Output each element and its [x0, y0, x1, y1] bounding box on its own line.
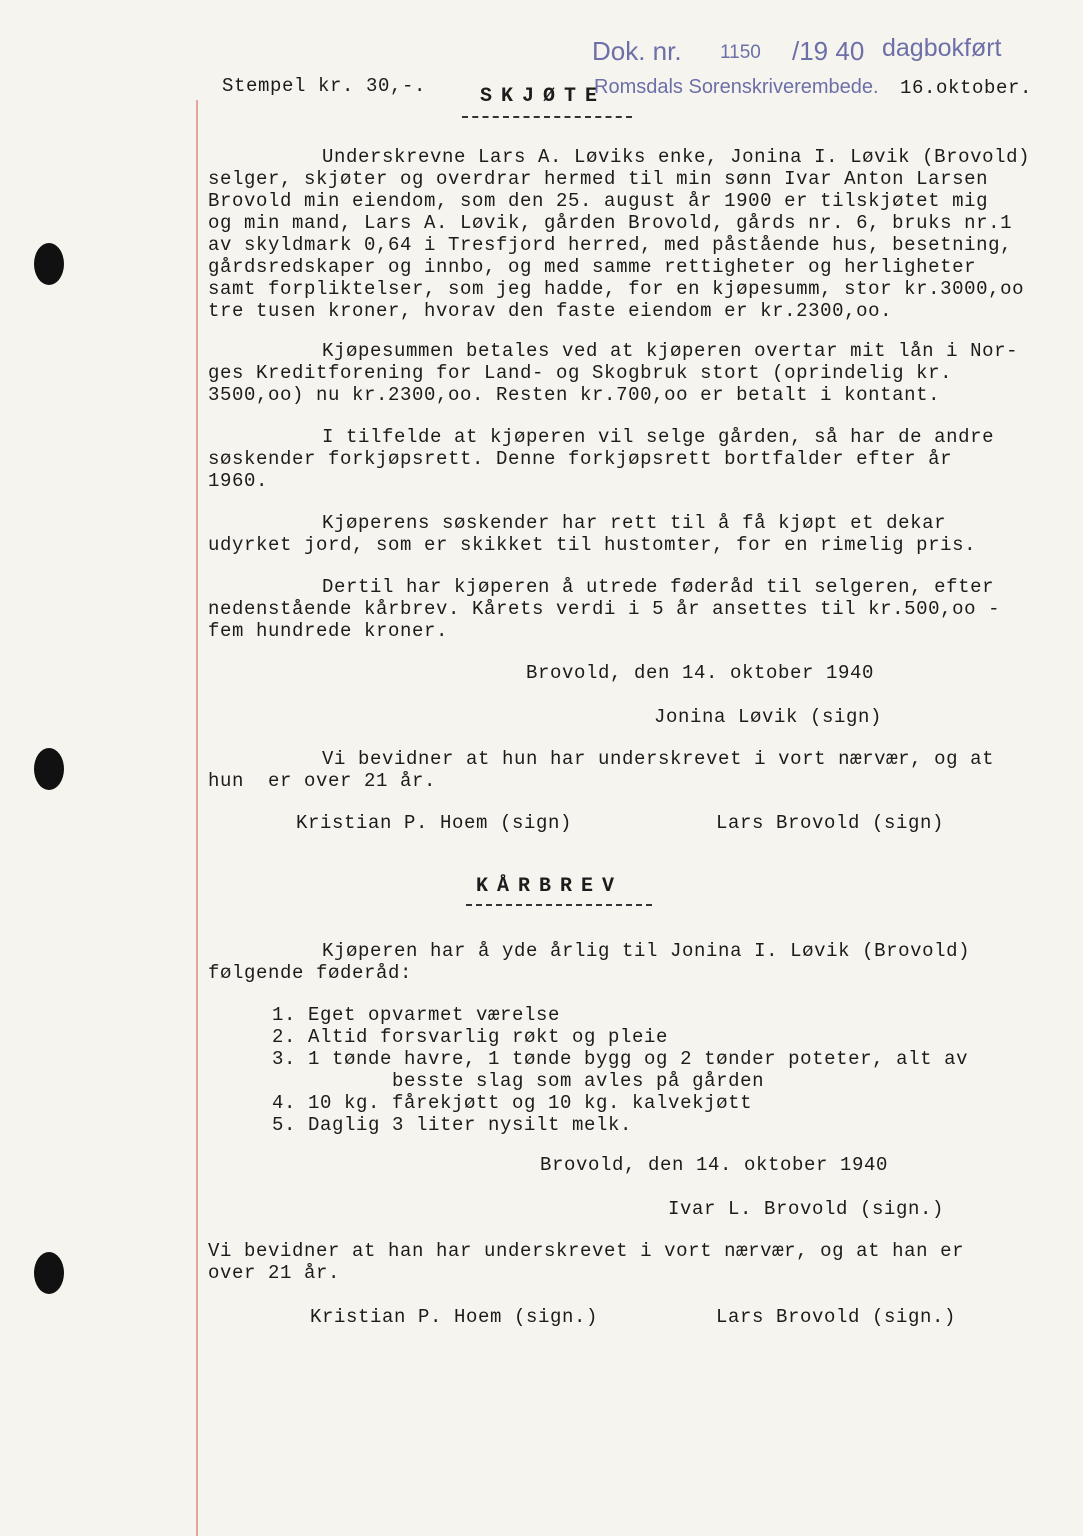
stamp-date: 16.oktober. — [900, 77, 1033, 99]
punch-hole-bottom — [34, 1252, 64, 1294]
punch-hole-middle — [34, 748, 64, 790]
skjote-p1-line-7: samt forpliktelser, som jeg hadde, for en kjøpesumm, stor kr.3000,oo — [208, 278, 1025, 300]
skjote-p3-line-3: 1960. — [208, 470, 269, 492]
skjote-signer: Jonina Løvik (sign) — [654, 706, 883, 728]
punch-hole-top — [34, 243, 64, 285]
skjote-place-date: Brovold, den 14. oktober 1940 — [526, 662, 875, 684]
karbrev-item: 5. Daglig 3 liter nysilt melk. — [272, 1114, 633, 1136]
skjote-p5-line-1: Dertil har kjøperen å utrede føderåd til selgeren, efter — [322, 576, 995, 598]
margin-line — [196, 100, 198, 1536]
skjote-p2-line-2: ges Kreditforening for Land- og Skogbruk stort (oprindelig kr. — [208, 362, 953, 384]
skjote-p5-line-3: fem hundrede kroner. — [208, 620, 449, 642]
karbrev-witness-line-1: Vi bevidner at han har underskrevet i vort nærvær, og at han er — [208, 1240, 965, 1262]
doc-label: Dok. nr. — [592, 36, 682, 66]
skjote-p3-line-2: søskender forkjøpsrett. Denne forkjøpsrett bortfalder efter år — [208, 448, 953, 470]
skjote-p2-line-3: 3500,oo) nu kr.2300,oo. Resten kr.700,oo er betalt i kontant. — [208, 384, 941, 406]
karbrev-item: 1. Eget opvarmet værelse — [272, 1004, 561, 1026]
karbrev-item: 4. 10 kg. fårekjøtt og 10 kg. kalvekjøtt — [272, 1092, 753, 1114]
karbrev-intro-line-2: følgende føderåd: — [208, 962, 413, 984]
skjote-witness-line-2: hun er over 21 år. — [208, 770, 437, 792]
skjote-p1-line-1: Underskrevne Lars A. Løviks enke, Jonina I. Løvik (Brovold) — [322, 146, 1031, 168]
skjote-p4-line-2: udyrket jord, som er skikket til hustomter, for en rimelig pris. — [208, 534, 977, 556]
karbrev-title-underline — [466, 904, 652, 906]
karbrev-witness-line-2: over 21 år. — [208, 1262, 341, 1284]
karbrev-intro-line-1: Kjøperen har å yde årlig til Jonina I. Løvik (Brovold) — [322, 940, 971, 962]
skjote-p5-line-2: nedenstående kårbrev. Kårets verdi i 5 år ansettes til kr.500,oo - — [208, 598, 1001, 620]
skjote-p4-line-1: Kjøperens søskender har rett til å få kjøpt et dekar — [322, 512, 947, 534]
skjote-p2-line-1: Kjøpesummen betales ved at kjøperen overtar mit lån i Nor- — [322, 340, 1019, 362]
skjote-p1-line-8: tre tusen kroner, hvorav den faste eiendom er kr.2300,oo. — [208, 300, 893, 322]
stamp-fee: Stempel kr. 30,-. — [222, 75, 427, 97]
skjote-witness-1: Kristian P. Hoem (sign) — [296, 812, 573, 834]
skjote-title: SKJØTE — [480, 85, 607, 108]
karbrev-item: 2. Altid forsvarlig røkt og pleie — [272, 1026, 669, 1048]
skjote-title-underline — [462, 116, 632, 118]
karbrev-item: besste slag som avles på gården — [272, 1070, 765, 1092]
dagbokfort-stamp: dagbokført — [882, 34, 1002, 62]
skjote-p1-line-6: gårdsredskaper og innbo, og med samme rettigheter og herligheter — [208, 256, 977, 278]
karbrev-witness-1: Kristian P. Hoem (sign.) — [310, 1306, 599, 1328]
skjote-p3-line-1: I tilfelde at kjøperen vil selge gården, så har de andre — [322, 426, 995, 448]
doc-number: 1150 — [720, 42, 761, 63]
skjote-p1-line-5: av skyldmark 0,64 i Tresfjord herred, med påstående hus, besetning, — [208, 234, 1013, 256]
karbrev-item: 3. 1 tønde havre, 1 tønde bygg og 2 tønder poteter, alt av — [272, 1048, 969, 1070]
karbrev-title: KÅRBREV — [476, 875, 624, 898]
skjote-witness-line-1: Vi bevidner at hun har underskrevet i vort nærvær, og at — [322, 748, 995, 770]
karbrev-place-date: Brovold, den 14. oktober 1940 — [540, 1154, 889, 1176]
karbrev-witness-2: Lars Brovold (sign.) — [716, 1306, 957, 1328]
office-stamp: Romsdals Sorenskriverembede. — [594, 76, 879, 98]
skjote-p1-line-4: og min mand, Lars A. Løvik, gården Brovold, gårds nr. 6, bruks nr.1 — [208, 212, 1013, 234]
skjote-p1-line-3: Brovold min eiendom, som den 25. august år 1900 er tilskjøtet mig — [208, 190, 989, 212]
skjote-witness-2: Lars Brovold (sign) — [716, 812, 945, 834]
karbrev-signer: Ivar L. Brovold (sign.) — [668, 1198, 945, 1220]
skjote-p1-line-2: selger, skjøter og overdrar hermed til min sønn Ivar Anton Larsen — [208, 168, 989, 190]
doc-year: /19 40 — [792, 36, 865, 66]
